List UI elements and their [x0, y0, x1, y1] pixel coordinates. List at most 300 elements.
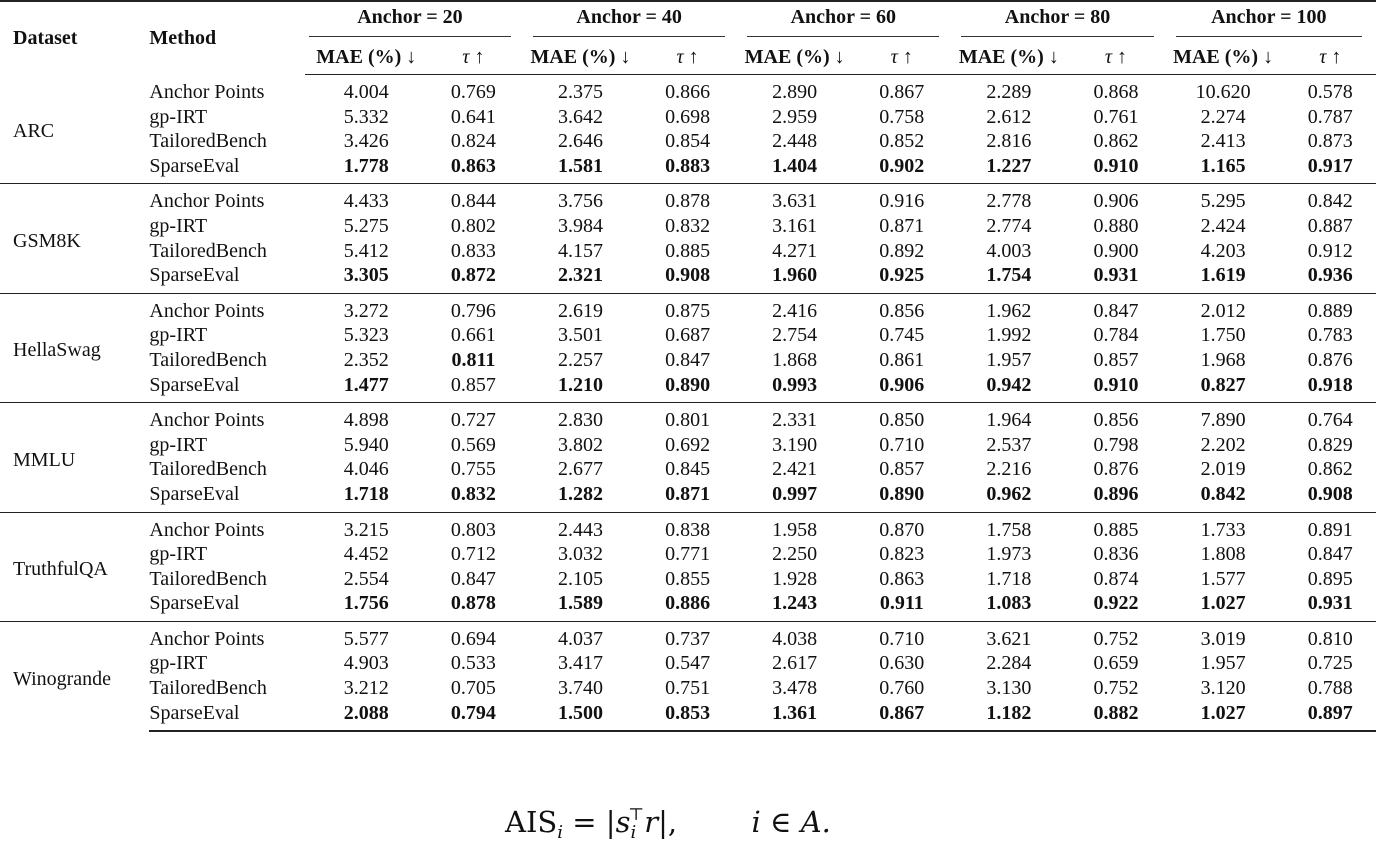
tau-cell: 0.891 [1285, 512, 1376, 542]
tau-cell: 0.922 [1093, 592, 1139, 615]
method-cell: gp-IRT [149, 105, 208, 128]
table-row [0, 591, 1376, 621]
tau-cell: 0.861 [879, 348, 925, 371]
mae-cell: 2.421 [772, 458, 818, 481]
mae-cell: 1.964 [947, 403, 1070, 433]
tau-header [1285, 40, 1376, 75]
tau-cell: 0.745 [879, 324, 925, 347]
mae-cell: 2.816 [986, 130, 1032, 153]
method-cell: SparseEval [149, 592, 240, 615]
method-header: Method [149, 1, 304, 75]
mae-cell: 2.774 [986, 214, 1032, 237]
tau-label: τ [1104, 45, 1113, 68]
tau-cell: 0.727 [428, 403, 519, 433]
method-cell: Anchor Points [149, 184, 304, 214]
tau-cell: 0.873 [1307, 130, 1353, 153]
method-cell: TailoredBench [149, 239, 267, 262]
mae-cell: 4.433 [305, 184, 428, 214]
tau-cell: 0.824 [450, 130, 496, 153]
header-row-anchors [0, 1, 1376, 40]
mae-cell: 2.019 [1200, 458, 1246, 481]
tau-cell: 0.912 [1307, 239, 1353, 262]
tau-cell: 0.801 [642, 403, 733, 433]
mae-cell: 0.962 [986, 482, 1032, 505]
anchor-80-header: Anchor = 80 [961, 5, 1153, 37]
tau-cell: 0.829 [1307, 433, 1353, 456]
tau-cell: 0.798 [1093, 433, 1139, 456]
tau-header [1070, 40, 1161, 75]
eq-r: r [644, 805, 659, 839]
tau-cell: 0.850 [856, 403, 947, 433]
mae-cell: 0.993 [772, 373, 818, 396]
mae-cell: 2.677 [557, 458, 603, 481]
tau-cell: 0.892 [879, 239, 925, 262]
tau-header [856, 40, 947, 75]
tau-cell: 0.908 [1307, 482, 1353, 505]
eq-cond-i: i [751, 805, 761, 839]
mae-cell: 0.842 [1200, 482, 1246, 505]
tau-cell: 0.698 [665, 105, 711, 128]
table-row [0, 293, 1376, 323]
mae-cell: 2.754 [772, 324, 818, 347]
tau-cell: 0.847 [1307, 543, 1353, 566]
mae-cell: 4.037 [519, 621, 642, 651]
mae-cell: 3.019 [1162, 621, 1285, 651]
tau-cell: 0.871 [879, 214, 925, 237]
tau-cell: 0.752 [1070, 621, 1161, 651]
mae-cell: 2.612 [986, 105, 1032, 128]
tau-cell: 0.752 [1093, 677, 1139, 700]
tau-cell: 0.872 [450, 264, 496, 287]
tau-cell: 0.862 [1093, 130, 1139, 153]
mae-cell: 2.413 [1200, 130, 1246, 153]
tau-cell: 0.862 [1307, 458, 1353, 481]
mae-cell: 2.959 [772, 105, 818, 128]
dataset-group [0, 403, 1376, 512]
mae-cell: 4.157 [557, 239, 603, 262]
tau-cell: 0.916 [856, 184, 947, 214]
dataset-header: Dataset [0, 1, 149, 75]
mae-cell: 1.868 [772, 348, 818, 371]
mae-cell: 0.997 [772, 482, 818, 505]
tau-cell: 0.876 [1307, 348, 1353, 371]
mae-header [947, 40, 1070, 75]
tau-cell: 0.854 [665, 130, 711, 153]
tau-cell: 0.857 [450, 373, 496, 396]
tau-label: τ [1319, 45, 1327, 68]
tau-cell: 0.885 [665, 239, 711, 262]
tau-cell: 0.863 [879, 567, 925, 590]
table-row [0, 129, 1376, 154]
method-cell: gp-IRT [149, 214, 208, 237]
mae-cell: 5.940 [343, 433, 389, 456]
tau-cell: 0.803 [428, 512, 519, 542]
table-row [0, 482, 1376, 512]
eq-bar-open: | [605, 805, 616, 839]
mae-cell: 4.898 [305, 403, 428, 433]
mae-cell: 1.778 [343, 154, 389, 177]
tau-cell: 0.906 [1070, 184, 1161, 214]
tau-cell: 0.868 [1093, 81, 1139, 103]
tau-cell: 0.755 [450, 458, 496, 481]
down-arrow-icon: ↓ [834, 45, 845, 68]
table-row [0, 567, 1376, 592]
mae-cell: 1.992 [986, 324, 1032, 347]
tau-cell: 0.853 [642, 701, 733, 732]
tau-cell: 0.705 [450, 677, 496, 700]
table-row [0, 457, 1376, 482]
tau-label: τ [676, 45, 684, 68]
method-cell: SparseEval [149, 373, 240, 396]
mae-cell: 2.554 [343, 567, 389, 590]
method-cell: TailoredBench [149, 348, 267, 371]
anchor-100-header: Anchor = 100 [1176, 5, 1362, 37]
mae-header [733, 40, 856, 75]
mae-cell: 1.962 [947, 293, 1070, 323]
eq-lhs: AIS [505, 805, 558, 839]
eq-s: s [615, 805, 631, 839]
mae-cell: 2.619 [519, 293, 642, 323]
mae-cell: 7.890 [1162, 403, 1285, 433]
mae-cell: 5.577 [305, 621, 428, 651]
tau-cell: 0.875 [642, 293, 733, 323]
mae-cell: 3.631 [733, 184, 856, 214]
tau-cell: 0.870 [856, 512, 947, 542]
tau-cell: 0.863 [450, 154, 496, 177]
mae-header [519, 40, 642, 75]
tau-cell: 0.659 [1093, 652, 1139, 675]
tau-cell: 0.710 [879, 433, 925, 456]
down-arrow-icon: ↓ [1263, 45, 1274, 68]
tau-cell: 0.847 [1070, 293, 1161, 323]
mae-cell: 1.243 [772, 592, 818, 615]
tau-cell: 0.630 [879, 652, 925, 675]
mae-header [1162, 40, 1285, 75]
tau-cell: 0.794 [428, 701, 519, 732]
tau-cell: 0.911 [879, 592, 924, 615]
tau-cell: 0.857 [1093, 348, 1139, 371]
mae-label: MAE (%) [530, 45, 616, 68]
table-row [0, 676, 1376, 701]
mae-cell: 3.756 [519, 184, 642, 214]
table-row [0, 75, 1376, 105]
mae-cell: 10.620 [1195, 81, 1251, 103]
tau-cell: 0.710 [856, 621, 947, 651]
tau-cell: 0.761 [1093, 105, 1139, 128]
table-row [0, 542, 1376, 567]
up-arrow-icon: ↑ [902, 45, 913, 68]
mae-cell: 4.046 [343, 458, 389, 481]
mae-cell: 2.537 [986, 433, 1032, 456]
eq-s-sub: i [630, 822, 637, 843]
tau-cell: 0.867 [856, 701, 947, 732]
eq-lhs-sub: i [557, 822, 564, 843]
mae-cell: 2.250 [772, 543, 818, 566]
mae-cell: 3.130 [986, 677, 1032, 700]
tau-cell: 0.855 [665, 567, 711, 590]
mae-cell: 3.478 [772, 677, 818, 700]
mae-cell: 2.352 [343, 348, 389, 371]
tau-cell: 0.878 [642, 184, 733, 214]
mae-cell: 3.417 [557, 652, 603, 675]
mae-label: MAE (%) [1173, 45, 1259, 68]
method-cell: SparseEval [149, 154, 240, 177]
anchor-group-header [947, 1, 1161, 40]
tau-cell: 0.687 [665, 324, 711, 347]
mae-cell: 4.271 [772, 239, 818, 262]
mae-cell: 3.305 [343, 264, 389, 287]
table-row [0, 105, 1376, 130]
tau-cell: 0.810 [1285, 621, 1376, 651]
dataset-group [0, 184, 1376, 293]
anchor-group-header [305, 1, 519, 40]
method-cell: TailoredBench [149, 130, 267, 153]
tau-cell: 0.910 [1093, 373, 1139, 396]
mae-cell: 1.581 [557, 154, 603, 177]
mae-cell: 1.957 [1200, 652, 1246, 675]
method-cell: Anchor Points [149, 80, 265, 103]
mae-cell: 1.928 [772, 567, 818, 590]
tau-cell: 0.900 [1093, 239, 1139, 262]
tau-cell: 0.876 [1093, 458, 1139, 481]
dataset-group [0, 75, 1376, 184]
table-row [0, 621, 1376, 651]
mae-cell: 1.282 [557, 482, 603, 505]
mae-cell: 5.332 [343, 105, 389, 128]
up-arrow-icon: ↑ [1331, 45, 1342, 68]
tau-cell: 0.569 [450, 433, 496, 456]
down-arrow-icon: ↓ [620, 45, 631, 68]
tau-cell: 0.725 [1307, 652, 1353, 675]
up-arrow-icon: ↑ [688, 45, 699, 68]
tau-cell: 0.874 [1093, 567, 1139, 590]
method-cell: SparseEval [149, 701, 304, 732]
mae-cell: 5.275 [343, 214, 389, 237]
tau-cell: 0.787 [1307, 105, 1353, 128]
tau-cell: 0.889 [1285, 293, 1376, 323]
mae-cell: 1.960 [772, 264, 818, 287]
tau-cell: 0.764 [1285, 403, 1376, 433]
down-arrow-icon: ↓ [1048, 45, 1059, 68]
tau-cell: 0.844 [428, 184, 519, 214]
method-cell: TailoredBench [149, 677, 267, 700]
tau-cell: 0.895 [1307, 567, 1353, 590]
mae-label: MAE (%) [316, 45, 402, 68]
mae-cell: 3.802 [557, 433, 603, 456]
up-arrow-icon: ↑ [1117, 45, 1128, 68]
mae-cell: 5.295 [1162, 184, 1285, 214]
tau-header [428, 40, 519, 75]
tau-cell: 0.890 [665, 373, 711, 396]
mae-cell: 1.973 [986, 543, 1032, 566]
table-row [0, 403, 1376, 433]
mae-cell: 1.733 [1162, 512, 1285, 542]
tau-cell: 0.712 [450, 543, 496, 566]
tau-cell: 0.867 [879, 81, 925, 103]
method-cell: TailoredBench [149, 567, 267, 590]
tau-cell: 0.931 [1307, 592, 1353, 615]
dataset-cell: Winogrande [0, 621, 149, 731]
eq-cond-set: A. [800, 805, 831, 839]
mae-cell: 3.426 [343, 130, 389, 153]
mae-cell: 1.589 [557, 592, 603, 615]
tau-cell: 0.833 [450, 239, 496, 262]
down-arrow-icon: ↓ [406, 45, 417, 68]
tau-cell: 0.769 [450, 81, 496, 103]
tau-cell: 0.796 [428, 293, 519, 323]
anchor-20-header: Anchor = 20 [309, 5, 511, 37]
mae-cell: 4.203 [1200, 239, 1246, 262]
tau-label: τ [890, 45, 898, 68]
mae-cell: 4.452 [343, 543, 389, 566]
mae-cell: 1.957 [986, 348, 1032, 371]
mae-cell: 2.284 [986, 652, 1032, 675]
mae-cell: 3.120 [1200, 677, 1246, 700]
tau-cell: 0.692 [665, 433, 711, 456]
anchor-40-header: Anchor = 40 [533, 5, 725, 37]
method-cell: gp-IRT [149, 324, 208, 347]
dataset-group [0, 512, 1376, 621]
tau-cell: 0.883 [665, 154, 711, 177]
tau-cell: 0.811 [451, 348, 496, 371]
tau-cell: 0.836 [1093, 543, 1139, 566]
mae-cell: 2.257 [557, 348, 603, 371]
mae-cell: 2.778 [947, 184, 1070, 214]
tau-cell: 0.925 [879, 264, 925, 287]
tau-cell: 0.783 [1307, 324, 1353, 347]
tau-cell: 0.906 [879, 373, 925, 396]
mae-cell: 4.003 [986, 239, 1032, 262]
table-row [0, 512, 1376, 542]
table-row [0, 701, 1376, 732]
anchor-group-header [1162, 1, 1376, 40]
mae-cell: 2.274 [1200, 105, 1246, 128]
mae-cell: 1.619 [1200, 264, 1246, 287]
mae-cell: 3.740 [557, 677, 603, 700]
mae-cell: 1.210 [557, 373, 603, 396]
mae-cell: 3.621 [947, 621, 1070, 651]
eq-cond-in: ∈ [770, 805, 792, 839]
tau-cell: 0.547 [665, 652, 711, 675]
table-row [0, 373, 1376, 403]
mae-cell: 4.903 [343, 652, 389, 675]
dataset-cell: HellaSwag [0, 293, 149, 402]
tau-cell: 0.823 [879, 543, 925, 566]
tau-cell: 0.845 [665, 458, 711, 481]
tau-cell: 0.931 [1093, 264, 1139, 287]
mae-cell: 3.272 [305, 293, 428, 323]
mae-cell: 2.105 [557, 567, 603, 590]
tau-cell: 0.866 [665, 81, 711, 103]
mae-cell: 5.412 [343, 239, 389, 262]
mae-cell: 1.182 [947, 701, 1070, 732]
up-arrow-icon: ↑ [474, 45, 485, 68]
mae-cell: 1.718 [986, 567, 1032, 590]
tau-cell: 0.641 [450, 105, 496, 128]
mae-cell: 1.958 [733, 512, 856, 542]
mae-cell: 1.577 [1200, 567, 1246, 590]
mae-cell: 4.038 [733, 621, 856, 651]
tau-cell: 0.832 [450, 482, 496, 505]
table-row [0, 433, 1376, 458]
mae-cell: 1.500 [519, 701, 642, 732]
tau-cell: 0.852 [879, 130, 925, 153]
mae-cell: 3.212 [343, 677, 389, 700]
mae-cell: 2.416 [733, 293, 856, 323]
mae-header [305, 40, 428, 75]
ais-equation [505, 805, 831, 843]
method-cell: SparseEval [149, 264, 240, 287]
mae-cell: 3.984 [557, 214, 603, 237]
tau-cell: 0.936 [1307, 264, 1353, 287]
mae-cell: 1.083 [986, 592, 1032, 615]
tau-cell: 0.908 [665, 264, 711, 287]
tau-cell: 0.737 [642, 621, 733, 651]
mae-cell: 3.642 [557, 105, 603, 128]
method-cell: Anchor Points [149, 293, 304, 323]
mae-cell: 3.215 [305, 512, 428, 542]
mae-cell: 2.202 [1200, 433, 1246, 456]
mae-cell: 1.754 [986, 264, 1032, 287]
mae-cell: 3.032 [557, 543, 603, 566]
tau-cell: 0.885 [1070, 512, 1161, 542]
tau-cell: 0.856 [1070, 403, 1161, 433]
mae-cell: 1.718 [343, 482, 389, 505]
method-cell: Anchor Points [149, 621, 304, 651]
tau-cell: 0.788 [1307, 677, 1353, 700]
mae-cell: 2.890 [772, 81, 818, 103]
tau-cell: 0.890 [879, 482, 925, 505]
tau-cell: 0.751 [665, 677, 711, 700]
eq-equals: = [572, 805, 597, 839]
mae-cell: 1.404 [772, 154, 818, 177]
mae-cell: 1.477 [343, 373, 389, 396]
mae-cell: 2.424 [1200, 214, 1246, 237]
mae-cell: 1.165 [1200, 154, 1246, 177]
tau-cell: 0.880 [1093, 214, 1139, 237]
anchor-group-header [733, 1, 947, 40]
method-cell: Anchor Points [149, 403, 304, 433]
method-cell: gp-IRT [149, 652, 208, 675]
mae-cell: 5.323 [343, 324, 389, 347]
mae-cell: 2.448 [772, 130, 818, 153]
tau-header [642, 40, 733, 75]
mae-cell: 2.331 [733, 403, 856, 433]
dataset-group [0, 621, 1376, 731]
mae-cell: 0.942 [986, 373, 1032, 396]
mae-cell: 1.227 [986, 154, 1032, 177]
tau-cell: 0.902 [879, 154, 925, 177]
tau-cell: 0.847 [665, 348, 711, 371]
tau-cell: 0.897 [1285, 701, 1376, 732]
mae-label: MAE (%) [744, 45, 830, 68]
tau-cell: 0.694 [428, 621, 519, 651]
mae-cell: 1.758 [947, 512, 1070, 542]
method-cell: Anchor Points [149, 512, 304, 542]
mae-label: MAE (%) [958, 45, 1044, 68]
tau-cell: 0.857 [879, 458, 925, 481]
mae-cell: 1.756 [343, 592, 389, 615]
mae-cell: 2.012 [1162, 293, 1285, 323]
tau-cell: 0.847 [450, 567, 496, 590]
tau-cell: 0.896 [1093, 482, 1139, 505]
tau-cell: 0.771 [665, 543, 711, 566]
table-row [0, 348, 1376, 373]
table-row [0, 323, 1376, 348]
tau-cell: 0.871 [665, 482, 711, 505]
mae-cell: 2.443 [519, 512, 642, 542]
mae-cell: 1.750 [1200, 324, 1246, 347]
